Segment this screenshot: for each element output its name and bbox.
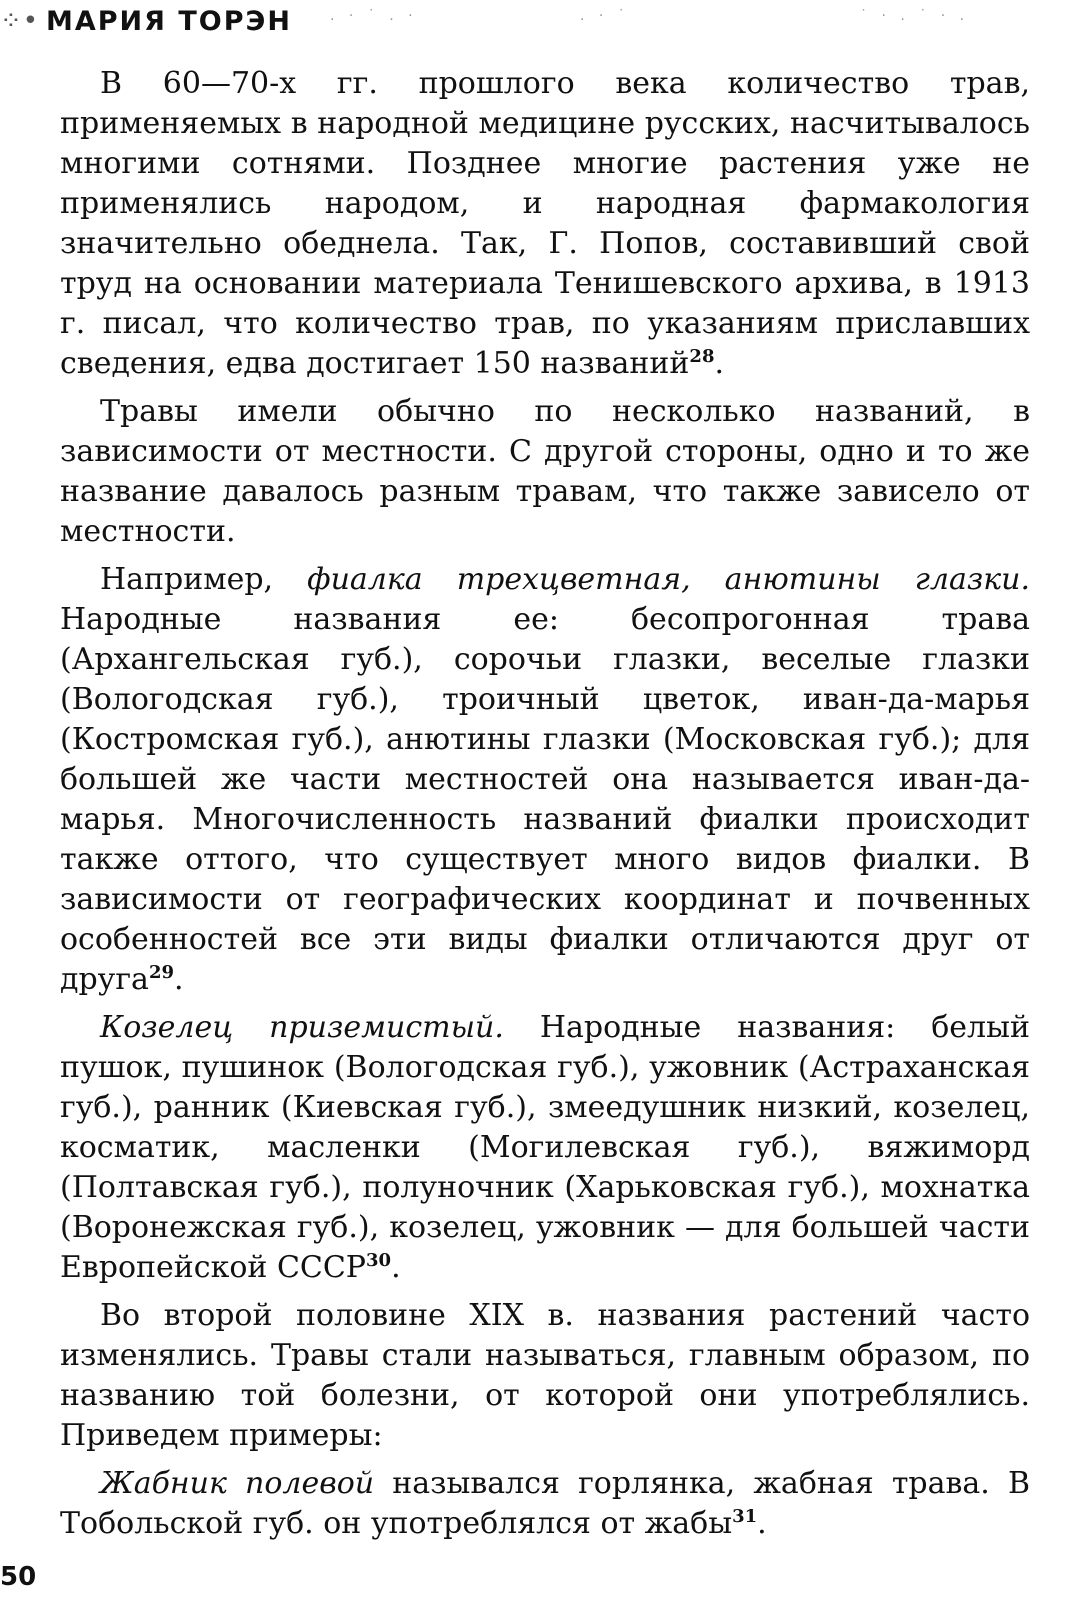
- footnote-ref: 29: [148, 962, 174, 983]
- paragraph-1: В 60—70-х гг. прошлого века количество трав, применяемых в народной медицине русских, насчитывалось многими сотнями. Позднее многие растения уже не применялись народом, и народная фармакология значительно обеднела. Так, Г. Попов, составивший свой труд на основании материала Тенишевского архива, в 1913 г. писал, что количество трав, по указаниям приславших сведения, едва достигает 150 названий$^{28}$.: [60, 66, 1030, 381]
- paragraph-6: Жабник полевой назывался горлянка, жабная трава. В Тобольской губ. он употреблялся от жабы$^{31}$.: [60, 1466, 1030, 1541]
- scan-speckle: . · ˙ . ·: [330, 8, 418, 24]
- page-number: 50: [0, 1562, 37, 1592]
- plant-name: Жабник полевой: [100, 1466, 375, 1501]
- author-name: МАРИЯ ТОРЭН: [46, 6, 292, 37]
- running-header: [0, 4, 1065, 40]
- paragraph-4: Козелец приземистый. Народные названия: белый пушок, пушинок (Вологодская губ.), ужовник (Астраханская губ.), ранник (Киевская губ.), змеедушник низкий, козелец, косматик, масленки (Могилевская губ.), вяжиморд (Полтавская губ.), полуночник (Харьковская губ.), мохнатка (Воронежская губ.), козелец, ужовник — для большей части Европейской СССР$^{30}$.: [60, 1010, 1030, 1285]
- header-ornament: ⁘•: [0, 6, 40, 36]
- page-body: [60, 64, 1030, 1552]
- paragraph-3: Например, фиалка трехцветная, анютины глазки. Народные названия ее: бесопрогонная трава (Архангельская губ.), сорочьи глазки, веселые глазки (Вологодская губ.), троичный цветок, иван-да-марья (Костромская губ.), анютины глазки (Московская губ.); для большей же части местностей она называется иван-да-марья. Многочисленность названий фиалки происходит также оттого, что существует много видов фиалки. В зависимости от географических координат и почвенных особенностей все эти виды фиалки отличаются друг от друга$^{29}$.: [60, 562, 1031, 997]
- plant-name: фиалка трехцветная, анютины глазки.: [307, 562, 1031, 597]
- scan-speckle: . · ˙: [580, 8, 630, 24]
- paragraph-5: Во второй половине XIX в. названия растений часто изменялись. Травы стали называться, главным образом, по названию той болезни, от которой они употреблялись. Приведем примеры:: [60, 1298, 1030, 1453]
- paragraph-2: Травы имели обычно по несколько названий, в зависимости от местности. С другой стороны, одно и то же название давалось разным травам, что также зависело от местности.: [60, 394, 1030, 549]
- plant-name: Козелец приземистый.: [100, 1010, 504, 1045]
- footnote-ref: 28: [689, 346, 715, 367]
- footnote-ref: 31: [732, 1506, 758, 1527]
- scan-speckle: ˙ · . ˙ · .: [860, 8, 970, 24]
- footnote-ref: 30: [366, 1250, 392, 1271]
